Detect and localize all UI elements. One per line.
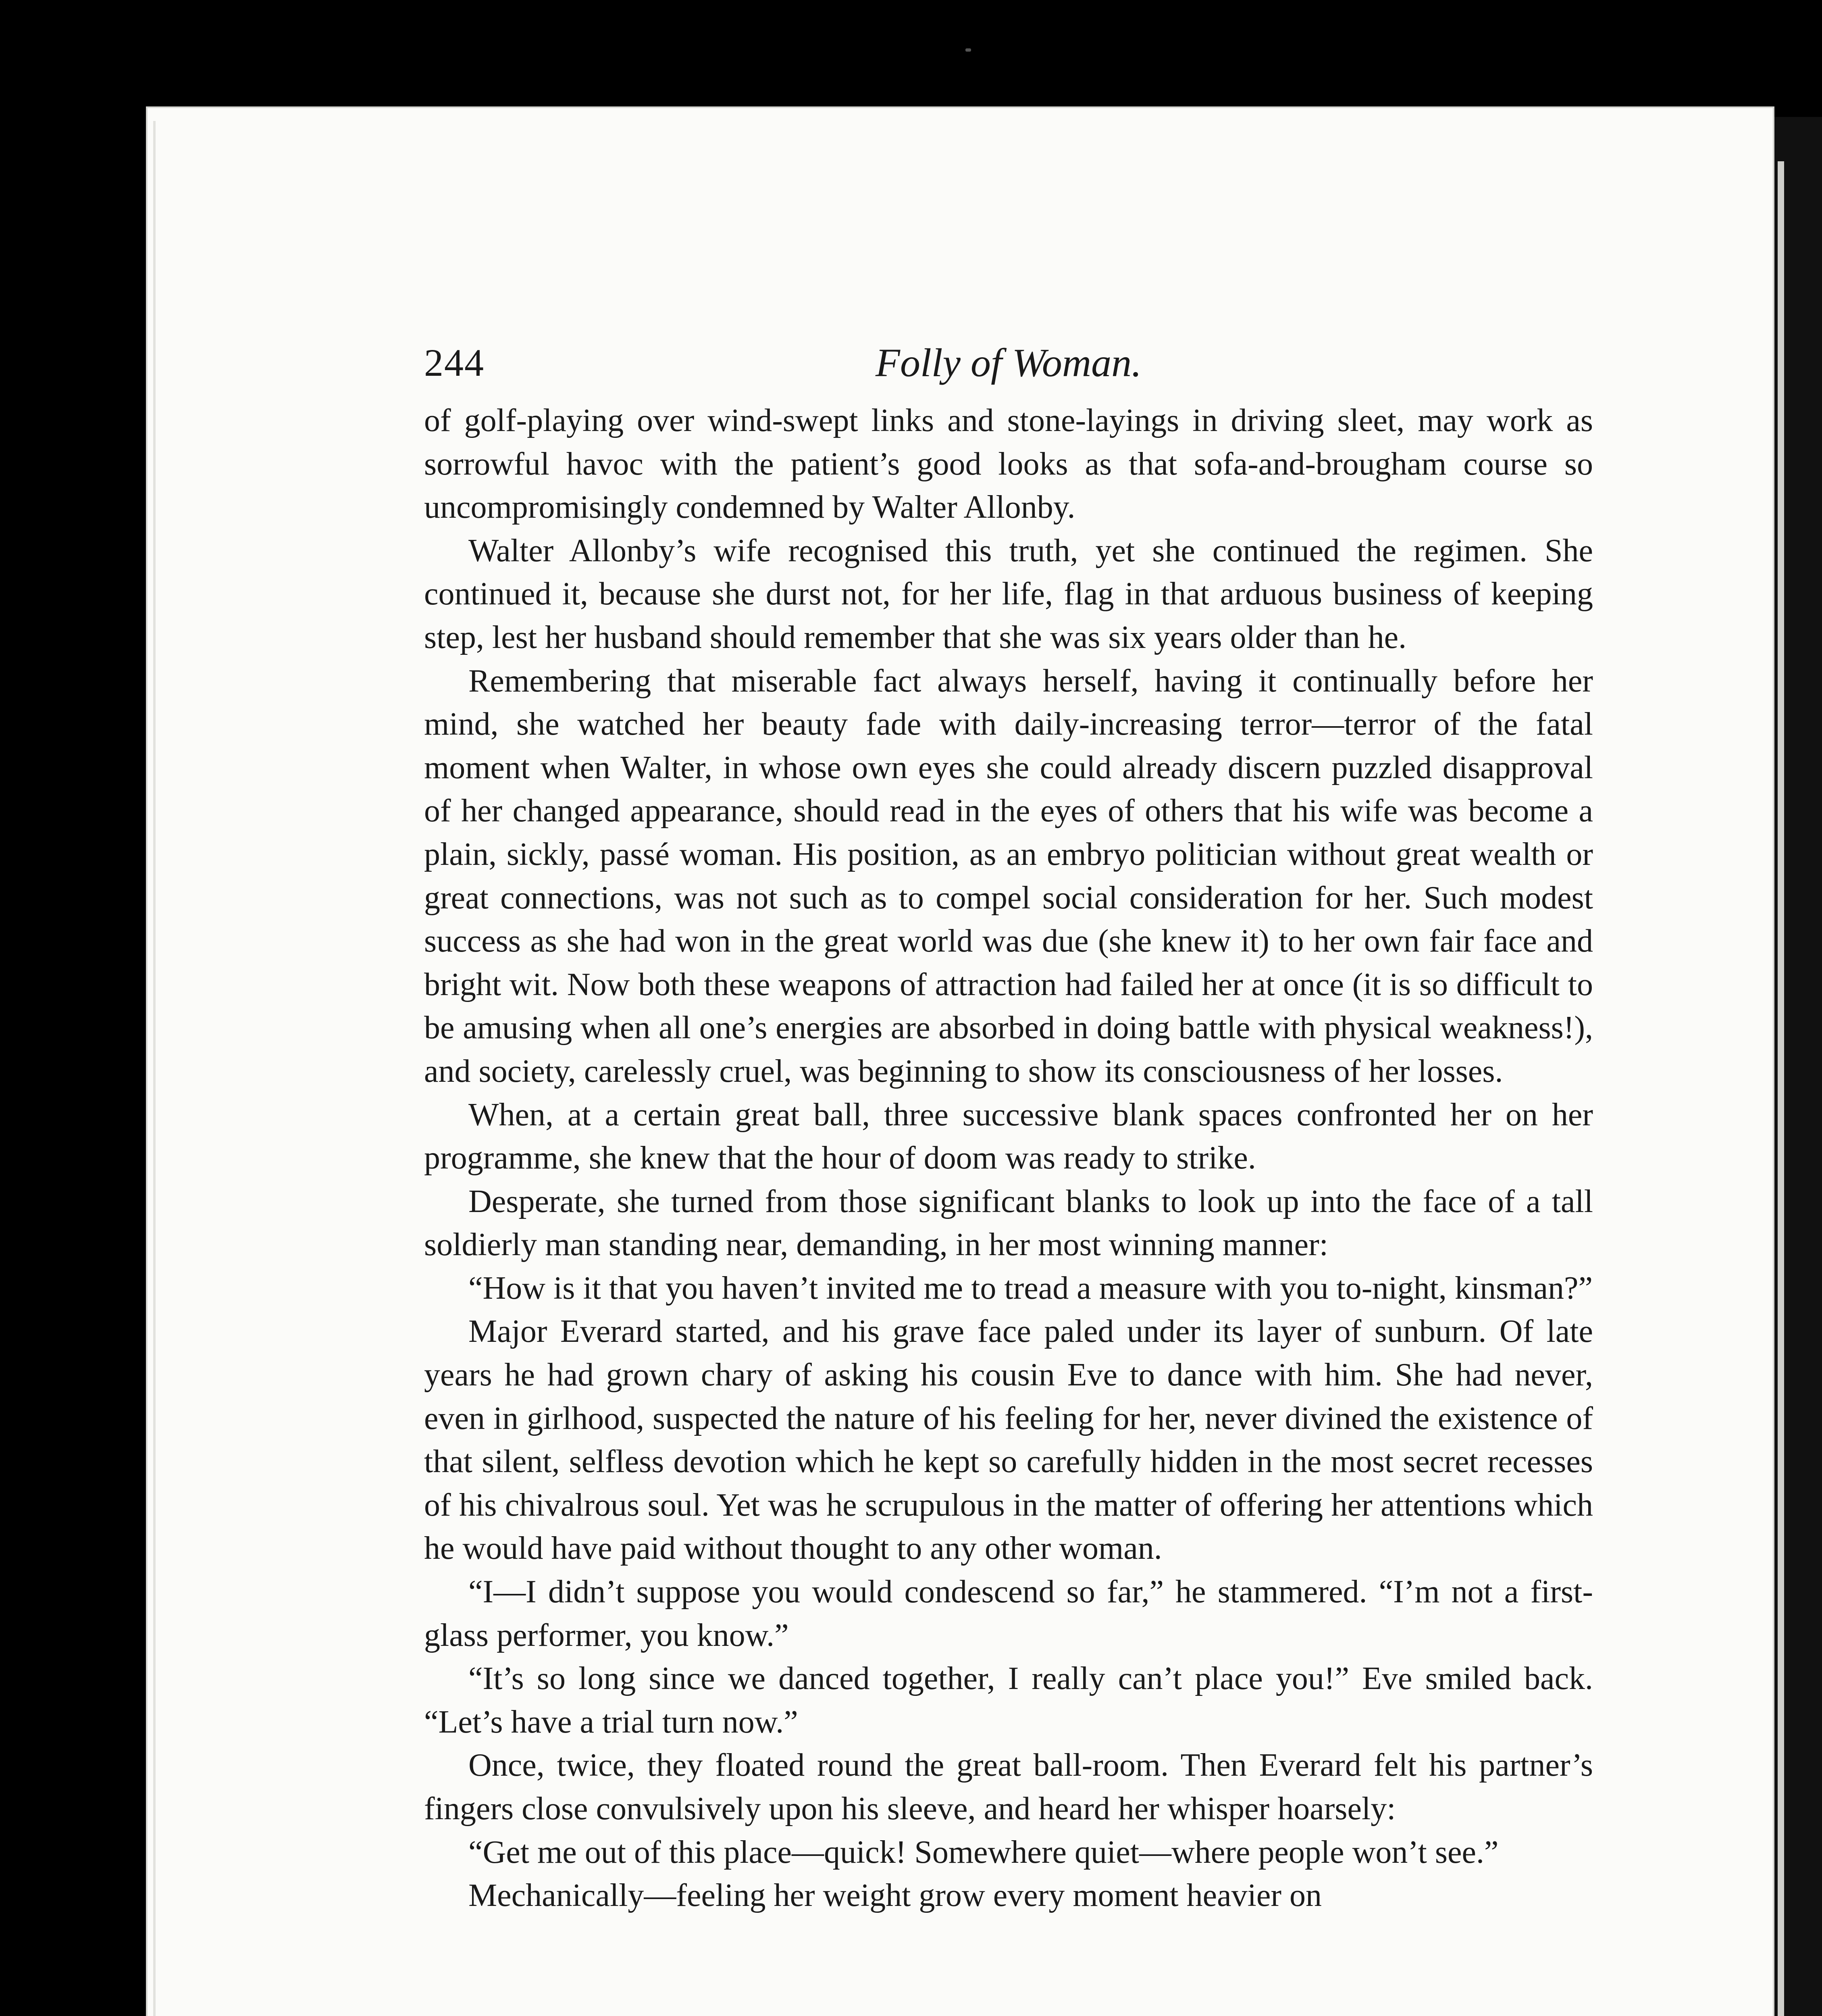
paragraph: When, at a certain great ball, three successive blank spaces confronted her on her programme, she knew that the hour of doom was ready to strike.: [424, 1097, 1593, 1176]
body-text: [424, 399, 1593, 1918]
page-text-block: [424, 331, 1593, 1918]
dialogue-paragraph: “Get me out of this place—quick! Somewhere quiet—where people won’t see.”: [468, 1834, 1499, 1870]
dust-speck: [965, 48, 971, 52]
dialogue-paragraph: “It’s so long since we danced together, I really can’t place you!” Eve smiled back. “Let’s have a trial turn now.”: [424, 1661, 1593, 1740]
page-edge-line: [153, 121, 156, 2016]
paragraph: of golf-playing over wind-swept links and stone-layings in driving sleet, may work as sorrowful havoc with the patient’s good looks as that sofa-and-brougham course so uncompromisingly condemned by Walter Allonby.: [424, 403, 1593, 525]
paragraph: Once, twice, they floated round the great ball-room. Then Everard felt his partner’s fingers close convulsively upon his sleeve, and heard her whisper hoarsely:: [424, 1747, 1593, 1826]
page-header: [424, 331, 1593, 399]
running-title: Folly of Woman.: [875, 340, 1142, 385]
paragraph: Remembering that miserable fact always herself, having it continually before her mind, she watched her beauty fade with daily-increasing terror—terror of the fatal moment when Walter, in whose own eyes she could already discern puzzled disapproval of her changed appearance, should read in the eyes of others that his wife was become a plain, sickly, passé woman. His position, as an embryo politician without great wealth or great connections, was not such as to compel social consideration for her. Such modest success as she had won in the great world was due (she knew it) to her own fair face and bright wit. Now both these weapons of attraction had failed her at once (it is so difficult to be amusing when all one’s energies are absorbed in doing battle with physical weakness!), and society, carelessly cruel, was beginning to show its consciousness of her losses.: [424, 663, 1593, 1089]
paragraph: Desperate, she turned from those significant blanks to look up into the face of a tall soldierly man standing near, demanding, in her most winning manner:: [424, 1183, 1593, 1263]
dialogue-paragraph: “I—I didn’t suppose you would condescend so far,” he stammered. “I’m not a first-glass performer, you know.”: [424, 1574, 1593, 1653]
page-number: 244: [424, 341, 485, 384]
next-page-edge: [1778, 161, 1784, 2016]
paragraph: Major Everard started, and his grave face paled under its layer of sunburn. Of late years he had grown chary of asking his cousin Eve to dance with him. She had never, even in girlhood, suspected the nature of his feeling for her, never divined the existence of that silent, selfless devotion which he kept so carefully hidden in the most secret recesses of his chivalrous soul. Yet was he scrupulous in the matter of offering her attentions which he would have paid without thought to any other woman.: [424, 1314, 1593, 1566]
dialogue-paragraph: “How is it that you haven’t invited me to tread a measure with you to-night, kinsman?”: [468, 1270, 1593, 1306]
book-binding-edge: [1774, 117, 1822, 2016]
paragraph: Walter Allonby’s wife recognised this truth, yet she continued the regimen. She continued it, because she durst not, for her life, flag in that arduous business of keeping step, lest her husband should remember that she was six years older than he.: [424, 533, 1593, 655]
paragraph: Mechanically—feeling her weight grow every moment heavier on: [468, 1878, 1322, 1914]
